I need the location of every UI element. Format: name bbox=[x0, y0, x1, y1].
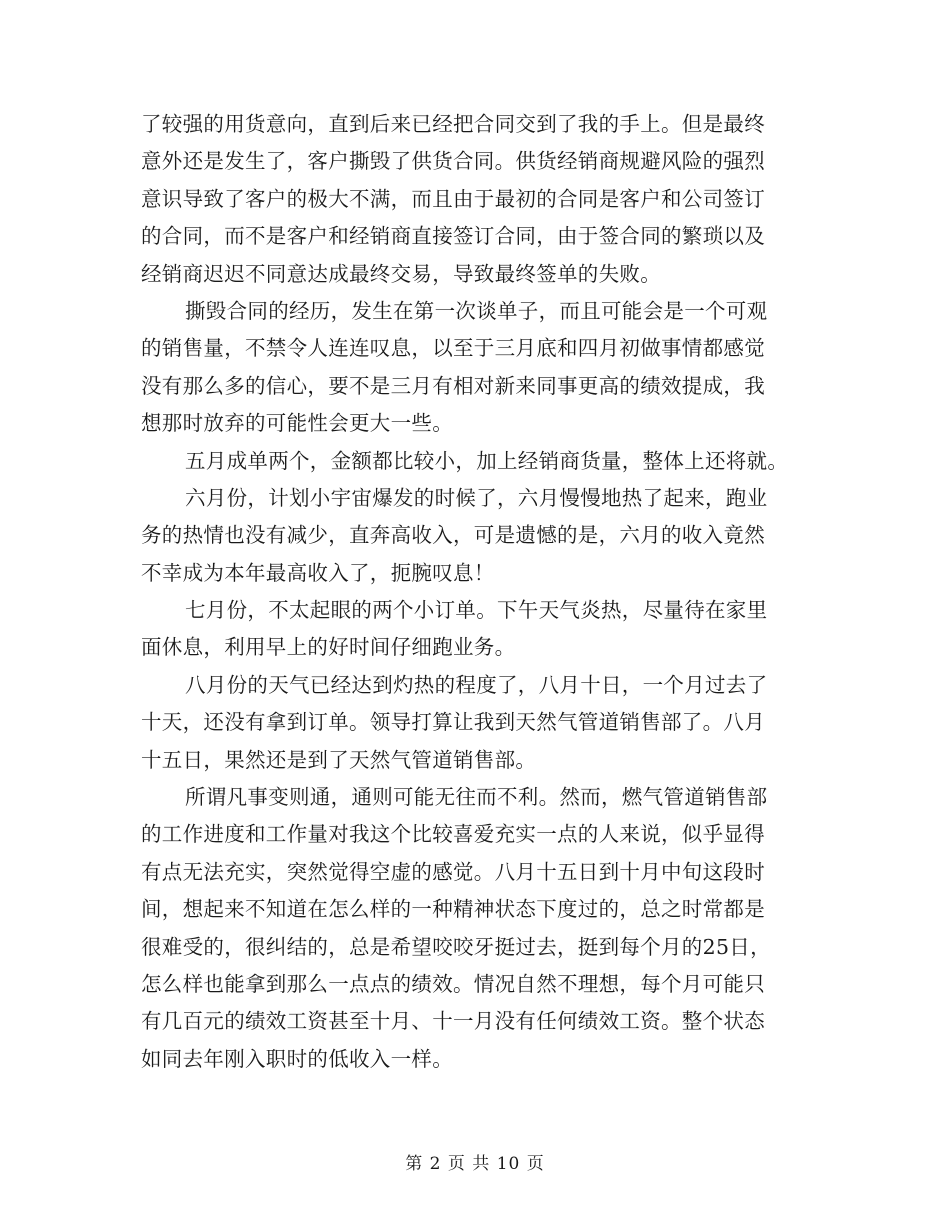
text-line: 十五日，果然还是到了天然气管道销售部。 bbox=[141, 747, 537, 772]
text-line: 如同去年刚入职时的低收入一样。 bbox=[141, 1046, 453, 1071]
text-line: 没有那么多的信心，要不是三月有相对新来同事更高的绩效提成，我 bbox=[141, 373, 765, 398]
text-line: 的合同，而不是客户和经销商直接签订合同，由于签合同的繁琐以及 bbox=[141, 224, 765, 249]
text-line: 务的热情也没有减少，直奔高收入，可是遗憾的是，六月的收入竟然 bbox=[141, 523, 765, 548]
text-line: 七月份，不太起眼的两个小订单。下午天气炎热，尽量待在家里 bbox=[185, 598, 768, 623]
text-line: 八月份的天气已经达到灼热的程度了，八月十日，一个月过去了 bbox=[185, 672, 768, 697]
text-line: 面休息，利用早上的好时间仔细跑业务。 bbox=[141, 635, 516, 660]
text-line: 间，想起来不知道在怎么样的一种精神状态下度过的，总之时常都是 bbox=[141, 897, 765, 922]
text-line: 意识导致了客户的极大不满，而且由于最初的合同是客户和公司签订 bbox=[141, 186, 765, 211]
text-line: 有点无法充实，突然觉得空虚的感觉。八月十五日到十月中旬这段时 bbox=[141, 859, 765, 884]
text-line: 的工作进度和工作量对我这个比较喜爱充实一点的人来说，似乎显得 bbox=[141, 822, 765, 847]
text-line: 意外还是发生了，客户撕毁了供货合同。供货经销商规避风险的强烈 bbox=[141, 149, 765, 174]
text-line: 很难受的，很纠结的，总是希望咬咬牙挺过去，挺到每个月的25日， bbox=[141, 934, 771, 959]
document-body bbox=[141, 106, 811, 1078]
text-line: 十天，还没有拿到订单。领导打算让我到天然气管道销售部了。八月 bbox=[141, 710, 765, 735]
text-line: 五月成单两个，金额都比较小，加上经销商货量，整体上还将就。 bbox=[185, 448, 789, 473]
text-line: 的销售量，不禁令人连连叹息，以至于三月底和四月初做事情都感觉 bbox=[141, 336, 765, 361]
text-line: 所谓凡事变则通，通则可能无往而不利。然而，燃气管道销售部 bbox=[185, 785, 768, 810]
text-line: 了较强的用货意向，直到后来已经把合同交到了我的手上。但是最终 bbox=[141, 112, 765, 136]
text-line: 不幸成为本年最高收入了，扼腕叹息！ bbox=[141, 560, 495, 585]
text-line: 六月份，计划小宇宙爆发的时候了，六月慢慢地热了起来，跑业 bbox=[185, 485, 768, 510]
text-line: 怎么样也能拿到那么一点点的绩效。情况自然不理想，每个月可能只 bbox=[141, 971, 765, 996]
text-line: 有几百元的绩效工资甚至十月、十一月没有任何绩效工资。整个状态 bbox=[141, 1009, 765, 1034]
text-line: 想那时放弃的可能性会更大一些。 bbox=[141, 411, 453, 436]
text-line: 经销商迟迟不同意达成最终交易，导致最终签单的失败。 bbox=[141, 261, 661, 286]
text-line: 撕毁合同的经历，发生在第一次谈单子，而且可能会是一个可观 bbox=[185, 298, 768, 323]
page-number-footer: 第 2 页 共 10 页 bbox=[405, 1154, 545, 1174]
